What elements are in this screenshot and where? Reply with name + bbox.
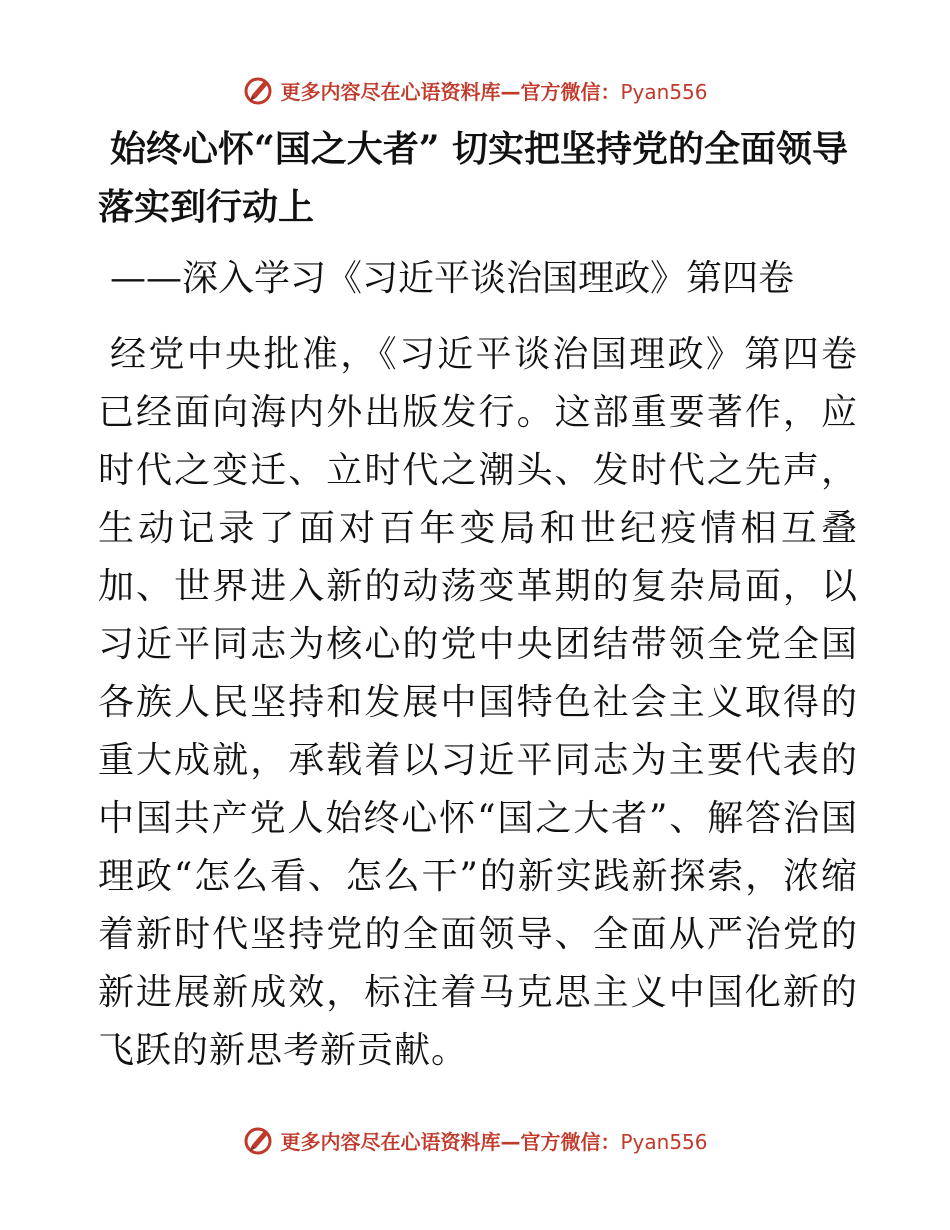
wechat-id: Pyan556 — [620, 1129, 708, 1154]
document-body — [98, 120, 858, 1080]
title-line-1: 始终心怀“国之大者” 切实把坚持党的全面领导 — [110, 128, 848, 170]
document-title — [98, 120, 858, 236]
title-line-2: 落实到行动上 — [98, 186, 315, 228]
header-watermark — [0, 70, 950, 110]
pen-circle-icon — [242, 1123, 276, 1157]
watermark-text: 更多内容尽在心语资料库—官方微信：Pyan556 — [280, 1129, 708, 1154]
footer-watermark — [0, 1120, 950, 1160]
wechat-id: Pyan556 — [620, 79, 708, 104]
watermark-text: 更多内容尽在心语资料库—官方微信：Pyan556 — [280, 79, 708, 104]
pen-circle-icon — [242, 73, 276, 107]
document-subtitle: ——深入学习《习近平谈治国理政》第四卷 — [110, 258, 795, 299]
body-paragraph: 经党中央批准，《习近平谈治国理政》第四卷已经面向海内外出版发行。这部重要著作，应时代之变迁、立时代之潮头、发时代之先声，生动记录了面对百年变局和世纪疫情相互叠加、世界进入新的动荡变革期的复杂局面，以习近平同志为核心的党中央团结带领全党全国各族人民坚持和发展中国特色社会主义取得的重大成就，承载着以习近平同志为主要代表的中国共产党人始终心怀“国之大者”、解答治国理政“怎么看、怎么干”的新实践新探索，浓缩着新时代坚持党的全面领导、全面从严治党的新进展新成效，标注着马克思主义中国化新的飞跃的新思考新贡献。 — [98, 334, 858, 1071]
